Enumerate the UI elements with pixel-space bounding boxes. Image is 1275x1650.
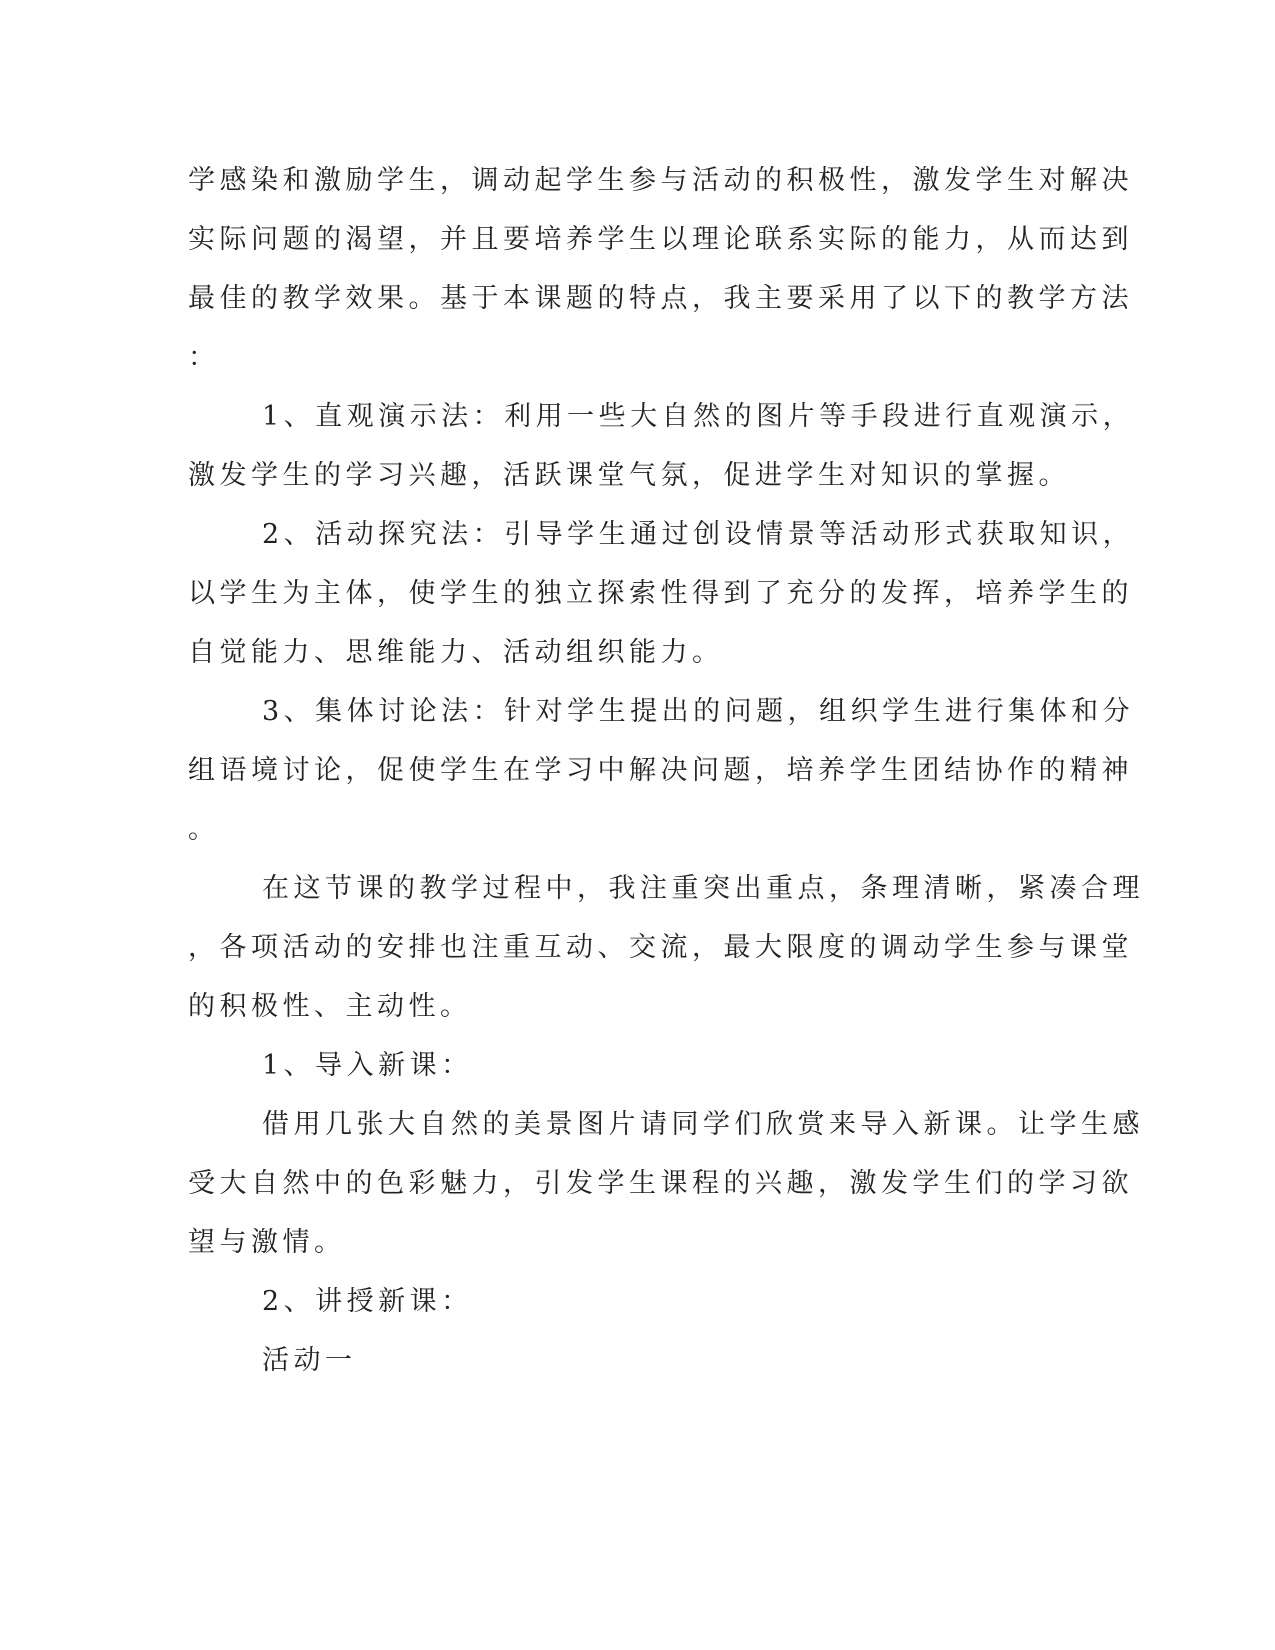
text-line: 1、直观演示法：利用一些大自然的图片等手段进行直观演示， xyxy=(262,401,1135,432)
text-line: ： xyxy=(188,342,220,373)
text-line: 借用几张大自然的美景图片请同学们欣赏来导入新课。让学生感 xyxy=(262,1109,1144,1140)
text-line: 以学生为主体，使学生的独立探索性得到了充分的发挥，培养学生的 xyxy=(188,578,1133,609)
text-line: 的积极性、主动性。 xyxy=(188,991,472,1022)
text-line: 最佳的教学效果。基于本课题的特点，我主要采用了以下的教学方法 xyxy=(188,283,1133,314)
text-line: 学感染和激励学生，调动起学生参与活动的积极性，激发学生对解决 xyxy=(188,165,1133,196)
text-line: 在这节课的教学过程中，我注重突出重点，条理清晰，紧凑合理 xyxy=(262,873,1144,904)
text-line: 激发学生的学习兴趣，活跃课堂气氛，促进学生对知识的掌握。 xyxy=(188,460,1070,491)
text-line: 受大自然中的色彩魅力，引发学生课程的兴趣，激发学生们的学习欲 xyxy=(188,1168,1133,1199)
text-line: 活动一 xyxy=(262,1345,357,1376)
text-line: 望与激情。 xyxy=(188,1227,346,1258)
text-line: 2、活动探究法：引导学生通过创设情景等活动形式获取知识， xyxy=(262,519,1135,550)
text-line: 1、导入新课： xyxy=(262,1050,473,1081)
text-line: 自觉能力、思维能力、活动组织能力。 xyxy=(188,637,724,668)
text-line: 。 xyxy=(188,814,220,845)
text-line: ，各项活动的安排也注重互动、交流，最大限度的调动学生参与课堂 xyxy=(188,932,1133,963)
text-line: 实际问题的渴望，并且要培养学生以理论联系实际的能力，从而达到 xyxy=(188,224,1133,255)
text-line: 2、讲授新课： xyxy=(262,1286,473,1317)
text-line: 3、集体讨论法：针对学生提出的问题，组织学生进行集体和分 xyxy=(262,696,1135,727)
text-line: 组语境讨论，促使学生在学习中解决问题，培养学生团结协作的精神 xyxy=(188,755,1133,786)
